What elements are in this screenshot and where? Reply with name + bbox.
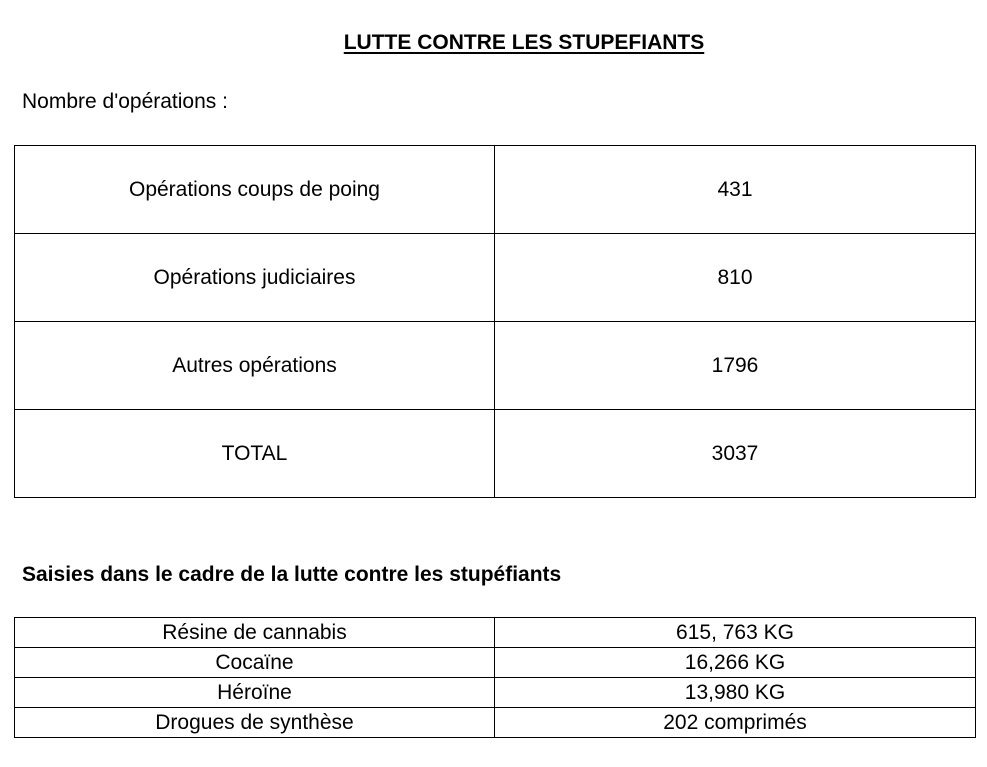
seizures-section-label: Saisies dans le cadre de la lutte contre les stupéfiants (22, 563, 562, 586)
page-title: LUTTE CONTRE LES STUPEFIANTS (343, 31, 705, 54)
seizure-label-cell: Résine de cannabis (15, 618, 495, 648)
table-row (15, 146, 976, 234)
table-row (15, 648, 976, 678)
operations-table (14, 145, 976, 498)
table-row (15, 708, 976, 738)
operation-total-value-cell: 3037 (495, 410, 976, 498)
seizure-label-cell: Héroïne (15, 678, 495, 708)
table-row (15, 618, 976, 648)
table-row (15, 678, 976, 708)
operation-label-cell: Opérations judiciaires (15, 234, 495, 322)
operation-value-cell: 431 (495, 146, 976, 234)
table-row (15, 234, 976, 322)
operations-section-label: Nombre d'opérations : (22, 90, 228, 113)
seizures-table (14, 617, 976, 738)
operation-value-cell: 810 (495, 234, 976, 322)
seizure-value-cell: 16,266 KG (495, 648, 976, 678)
operation-label-cell: Opérations coups de poing (15, 146, 495, 234)
operation-value-cell: 1796 (495, 322, 976, 410)
operation-total-label-cell: TOTAL (15, 410, 495, 498)
seizure-label-cell: Drogues de synthèse (15, 708, 495, 738)
seizure-value-cell: 615, 763 KG (495, 618, 976, 648)
table-row (15, 410, 976, 498)
seizure-value-cell: 13,980 KG (495, 678, 976, 708)
seizure-value-cell: 202 comprimés (495, 708, 976, 738)
operation-label-cell: Autres opérations (15, 322, 495, 410)
table-row (15, 322, 976, 410)
seizure-label-cell: Cocaïne (15, 648, 495, 678)
